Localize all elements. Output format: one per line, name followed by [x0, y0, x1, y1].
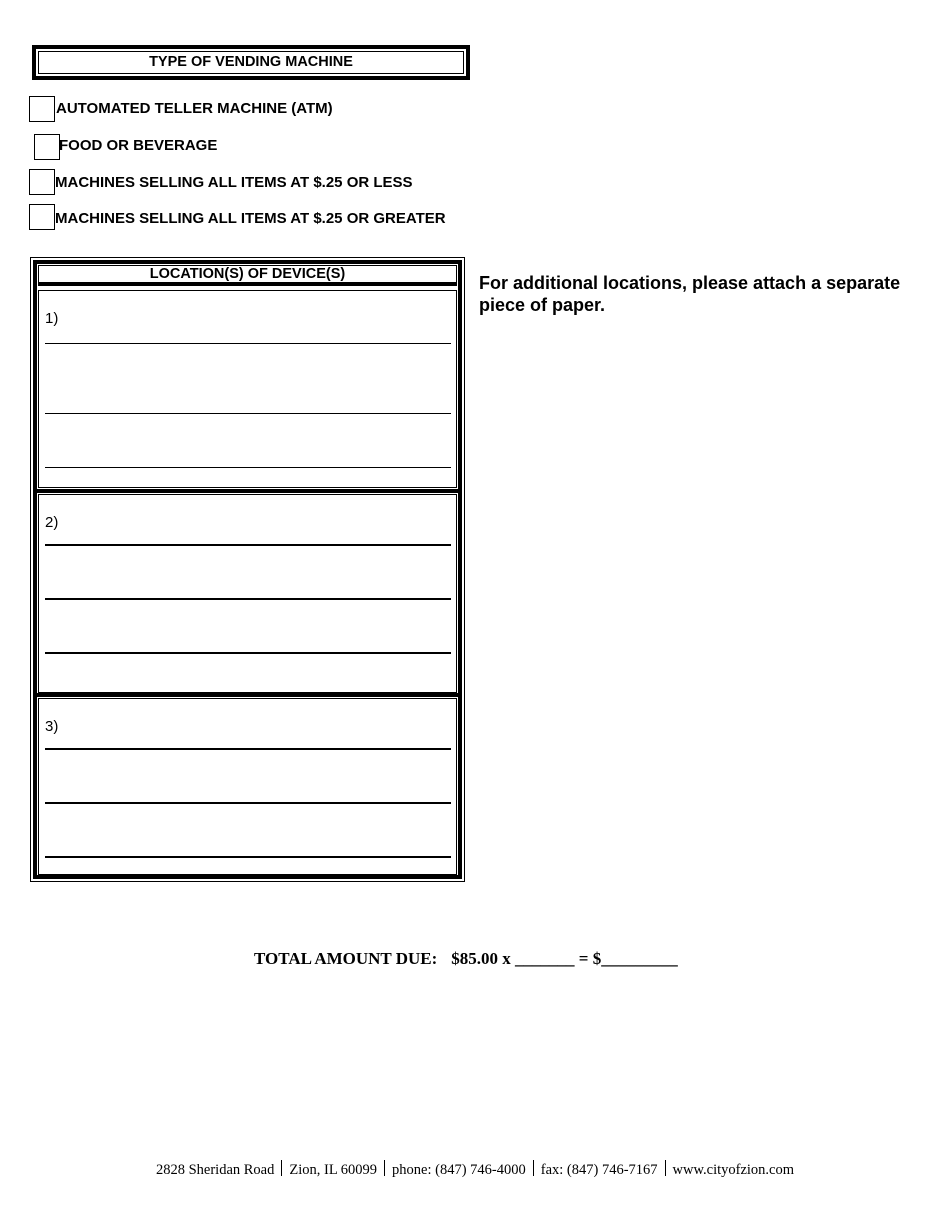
location-entry-2 [38, 494, 457, 693]
footer-divider [665, 1160, 666, 1176]
25-or-greater-checkbox[interactable] [29, 204, 55, 230]
25-or-less-label: MACHINES SELLING ALL ITEMS AT $.25 OR LESS [55, 174, 413, 191]
section-divider [37, 693, 458, 697]
total-amount-due [254, 948, 678, 970]
location-1-line-3[interactable] [45, 467, 451, 468]
option-food-beverage [29, 133, 469, 161]
footer-fax: fax: (847) 746-7167 [540, 1162, 658, 1178]
additional-locations-note: For additional locations, please attach a separate piece of paper. [479, 273, 901, 315]
locations-title: LOCATION(S) OF DEVICE(S) [38, 265, 457, 286]
atm-label: AUTOMATED TELLER MACHINE (ATM) [56, 100, 333, 117]
location-2-line-2[interactable] [45, 598, 451, 600]
option-atm [29, 95, 469, 123]
footer-divider [281, 1160, 282, 1176]
footer-phone: phone: (847) 746-4000 [392, 1162, 526, 1178]
food-beverage-checkbox[interactable] [34, 134, 60, 160]
footer-divider [384, 1160, 385, 1176]
location-entry-3 [38, 698, 457, 875]
location-3-line-2[interactable] [45, 802, 451, 804]
location-number: 3) [45, 718, 59, 735]
total-label: TOTAL AMOUNT DUE: [254, 949, 438, 968]
25-or-less-checkbox[interactable] [29, 169, 55, 195]
location-2-line-1[interactable] [45, 544, 451, 546]
locations-box [30, 257, 465, 882]
vending-type-title: TYPE OF VENDING MACHINE [38, 51, 464, 74]
section-divider [37, 489, 458, 493]
location-entry-1 [38, 290, 457, 488]
location-1-line-2[interactable] [45, 413, 451, 414]
vending-type-header [32, 45, 470, 80]
option-25-or-less [29, 168, 469, 196]
footer-divider [533, 1160, 534, 1176]
location-number: 2) [45, 514, 59, 531]
total-expression[interactable]: $85.00 x _______ = $_________ [451, 949, 678, 968]
location-2-line-3[interactable] [45, 652, 451, 654]
location-3-line-1[interactable] [45, 748, 451, 750]
atm-checkbox[interactable] [29, 96, 55, 122]
food-beverage-label: FOOD OR BEVERAGE [59, 137, 218, 154]
footer-address: 2828 Sheridan Road [155, 1162, 275, 1178]
location-3-line-3[interactable] [45, 856, 451, 858]
footer-city: Zion, IL 60099 [289, 1162, 378, 1178]
location-number: 1) [45, 310, 59, 327]
footer-contact [0, 1160, 950, 1180]
footer-website[interactable]: www.cityofzion.com [672, 1162, 795, 1178]
location-1-line-1[interactable] [45, 343, 451, 344]
25-or-greater-label: MACHINES SELLING ALL ITEMS AT $.25 OR GREATER [55, 210, 446, 227]
option-25-or-greater [29, 204, 469, 232]
